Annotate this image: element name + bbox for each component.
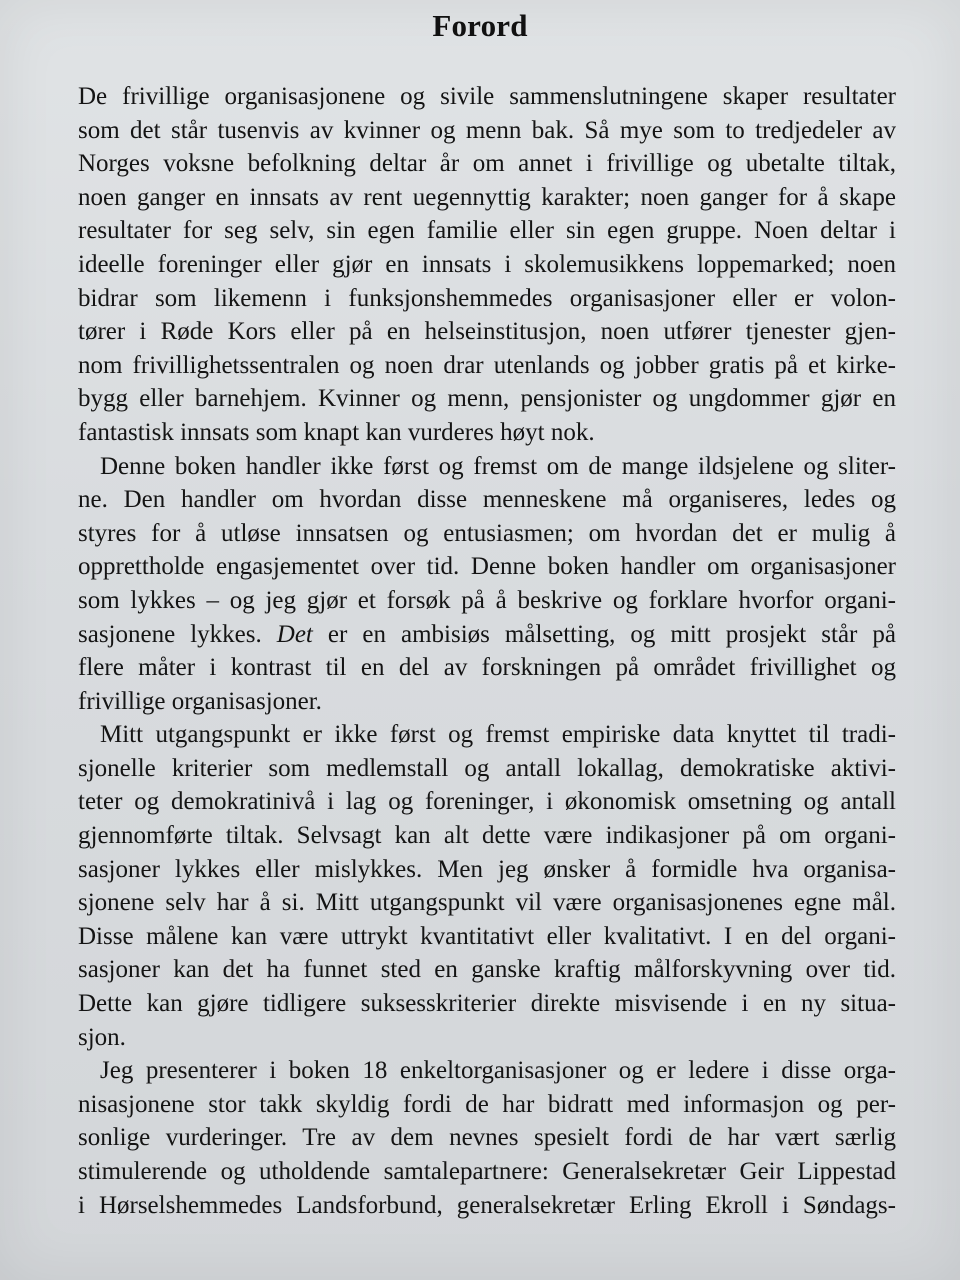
text-line: i Hørselshemmedes Landsforbund, generalsekretær Erling Ekroll i Søndags- xyxy=(78,1191,896,1219)
paragraph-3 xyxy=(78,718,896,1054)
text-line: sasjoner kan det ha funnet sted en ganske kraftig målforskyvning over tid. xyxy=(78,956,896,984)
text-line: Jeg presenterer i boken 18 enkeltorganisasjoner og er ledere i disse orga- xyxy=(100,1057,896,1085)
text-line: Mitt utgangspunkt er ikke først og fremst empiriske data knyttet til tradi- xyxy=(100,721,896,749)
text-segment: sasjonene lykkes. xyxy=(78,620,262,648)
body-text xyxy=(78,80,896,1222)
text-line-with-emphasis xyxy=(78,618,896,652)
text-line: som det står tusenvis av kvinner og menn bak. Så mye som to tredjedeler av xyxy=(78,116,896,144)
paragraph-1 xyxy=(78,80,896,450)
text-line: frivillige organisasjoner. xyxy=(78,687,322,715)
text-line: Dette kan gjøre tidligere suksesskriterier direkte misvisende i en ny situa- xyxy=(78,990,896,1018)
text-line: nom frivillighetssentralen og noen drar utenlands og jobber gratis på et kirke- xyxy=(78,351,896,379)
text-line: nisasjonene stor takk skyldig fordi de har bidratt med informasjon og per- xyxy=(78,1090,896,1118)
paragraph-2 xyxy=(78,450,896,719)
text-line: sasjoner lykkes eller mislykkes. Men jeg ønsker å formidle hva organisa- xyxy=(78,855,896,883)
text-line: sonlige vurderinger. Tre av dem nevnes spesielt fordi de har vært særlig xyxy=(78,1124,896,1152)
text-line: De frivillige organisasjonene og sivile sammenslutningene skaper resultater xyxy=(78,83,896,110)
text-line: sjon. xyxy=(78,1023,126,1051)
text-line: ideelle foreninger eller gjør en innsats i skolemusikkens loppemarked; noen xyxy=(78,250,896,278)
page-title: Forord xyxy=(432,8,528,43)
text-line: teter og demokratinivå i lag og foreninger, i økonomisk omsetning og antall xyxy=(78,788,896,816)
text-line: bygg eller barnehjem. Kvinner og menn, pensjonister og ungdommer gjør en xyxy=(78,385,896,413)
text-line: fantastisk innsats som knapt kan vurderes høyt nok. xyxy=(78,418,595,446)
emphasis-word: Det xyxy=(276,620,313,648)
text-line: gjennomførte tiltak. Selvsagt kan alt dette være indikasjoner på om organi- xyxy=(78,822,896,850)
text-line: noen ganger en innsats av rent uegennyttig karakter; noen ganger for å skape xyxy=(78,183,896,211)
text-line: Disse målene kan være uttrykt kvantitativt eller kvalitativt. I en del organi- xyxy=(78,922,896,950)
text-line: som lykkes – og jeg gjør et forsøk på å beskrive og forklare hvorfor organi- xyxy=(78,586,896,614)
text-line: flere måter i kontrast til en del av forskningen på området frivillighet og xyxy=(78,654,896,682)
text-line: ne. Den handler om hvordan disse menneskene må organiseres, ledes og xyxy=(78,486,896,514)
paragraph-4 xyxy=(78,1054,896,1222)
text-line: resultater for seg selv, sin egen familie eller sin egen gruppe. Noen deltar i xyxy=(78,217,896,245)
text-line: opprettholde engasjementet over tid. Denne boken handler om organisasjoner xyxy=(78,553,896,581)
text-line: styres for å utløse innsatsen og entusiasmen; om hvordan det er mulig å xyxy=(78,519,896,547)
text-line: bidrar som likemenn i funksjonshemmedes organisasjoner eller er volon- xyxy=(78,284,896,312)
text-line: sjonelle kriterier som medlemstall og antall lokallag, demokratiske aktivi- xyxy=(78,754,896,782)
text-line: sjonene selv har å si. Mitt utgangspunkt vil være organisasjonenes egne mål. xyxy=(78,889,896,917)
text-line: Norges voksne befolkning deltar år om annet i frivillige og ubetalte tiltak, xyxy=(78,150,896,178)
text-line: Denne boken handler ikke først og fremst om de mange ildsjelene og sliter- xyxy=(100,452,896,480)
text-line: stimulerende og utholdende samtalepartnere: Generalsekretær Geir Lippestad xyxy=(78,1158,896,1185)
text-line: tører i Røde Kors eller på en helseinstitusjon, noen utfører tjenester gjen- xyxy=(78,318,896,346)
text-segment: er en ambisiøs målsetting, og mitt prosjekt står på xyxy=(327,620,896,648)
